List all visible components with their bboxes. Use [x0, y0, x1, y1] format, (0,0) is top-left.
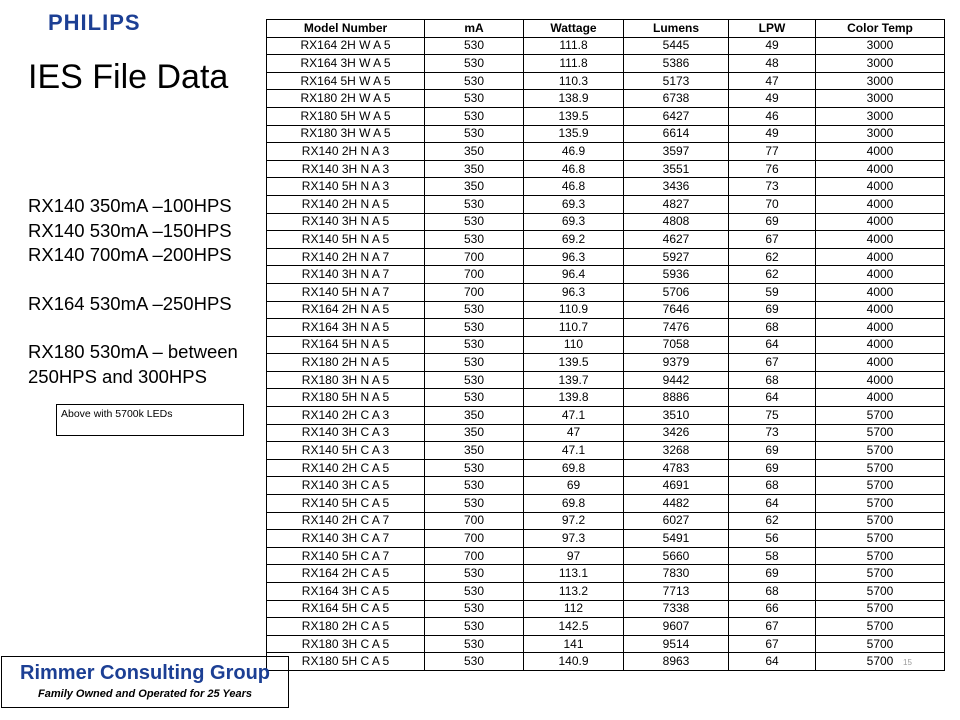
table-cell: 3436: [624, 178, 729, 196]
table-cell: 4000: [816, 283, 945, 301]
table-cell: 67: [729, 618, 816, 636]
table-cell: RX140 3H C A 3: [267, 424, 425, 442]
table-cell: 62: [729, 248, 816, 266]
table-row: [267, 600, 945, 618]
table-cell: 5700: [816, 653, 945, 671]
table-cell: 49: [729, 37, 816, 55]
table-cell: 96.4: [524, 266, 624, 284]
column-header: Lumens: [624, 20, 729, 38]
table-row: [267, 495, 945, 513]
table-cell: 5445: [624, 37, 729, 55]
table-cell: 530: [425, 90, 524, 108]
table-cell: 530: [425, 477, 524, 495]
table-cell: 4000: [816, 389, 945, 407]
table-cell: 7338: [624, 600, 729, 618]
table-cell: 5700: [816, 600, 945, 618]
table-cell: RX140 5H N A 7: [267, 283, 425, 301]
table-cell: 8963: [624, 653, 729, 671]
table-cell: RX180 2H W A 5: [267, 90, 425, 108]
table-cell: 530: [425, 389, 524, 407]
table-cell: 700: [425, 547, 524, 565]
table-cell: 530: [425, 37, 524, 55]
table-cell: 67: [729, 635, 816, 653]
table-row: [267, 530, 945, 548]
table-cell: 5700: [816, 442, 945, 460]
table-cell: RX140 3H N A 5: [267, 213, 425, 231]
table-cell: 4000: [816, 143, 945, 161]
table-cell: RX180 5H W A 5: [267, 107, 425, 125]
table-cell: 47: [729, 72, 816, 90]
table-cell: 9379: [624, 354, 729, 372]
table-cell: RX140 2H N A 5: [267, 195, 425, 213]
table-cell: 97.3: [524, 530, 624, 548]
table-cell: 141: [524, 635, 624, 653]
table-row: [267, 195, 945, 213]
table-cell: 113.2: [524, 583, 624, 601]
table-cell: 6738: [624, 90, 729, 108]
table-row: [267, 389, 945, 407]
table-cell: 5700: [816, 547, 945, 565]
table-cell: 69: [524, 477, 624, 495]
note-line: RX140 530mA –150HPS: [28, 219, 232, 241]
note-line: RX140 350mA –100HPS: [28, 195, 232, 216]
table-cell: RX140 5H C A 3: [267, 442, 425, 460]
table-cell: 138.9: [524, 90, 624, 108]
table-cell: 75: [729, 407, 816, 425]
table-row: [267, 55, 945, 73]
table-cell: 68: [729, 319, 816, 337]
table-cell: 3426: [624, 424, 729, 442]
table-cell: 4783: [624, 459, 729, 477]
table-cell: RX140 5H C A 7: [267, 547, 425, 565]
table-cell: 350: [425, 178, 524, 196]
table-cell: 56: [729, 530, 816, 548]
table-cell: 530: [425, 495, 524, 513]
table-row: [267, 547, 945, 565]
table-cell: 530: [425, 319, 524, 337]
table-header-row: [267, 20, 945, 38]
table-cell: 5700: [816, 495, 945, 513]
table-cell: 530: [425, 301, 524, 319]
table-cell: 350: [425, 442, 524, 460]
table-cell: RX140 5H C A 5: [267, 495, 425, 513]
table-cell: 530: [425, 635, 524, 653]
table-cell: 530: [425, 55, 524, 73]
notes-list: [28, 194, 238, 389]
table-cell: 69.8: [524, 495, 624, 513]
column-header: Model Number: [267, 20, 425, 38]
table-cell: 9442: [624, 371, 729, 389]
column-header: Wattage: [524, 20, 624, 38]
table-row: [267, 459, 945, 477]
table-cell: 350: [425, 160, 524, 178]
table-cell: 4000: [816, 178, 945, 196]
table-cell: 69: [729, 213, 816, 231]
table-cell: 4827: [624, 195, 729, 213]
note-line: RX140 700mA –200HPS: [28, 244, 232, 265]
table-cell: 5700: [816, 477, 945, 495]
table-cell: 3268: [624, 442, 729, 460]
table-cell: RX164 2H W A 5: [267, 37, 425, 55]
table-cell: RX140 3H C A 5: [267, 477, 425, 495]
table-cell: 3000: [816, 37, 945, 55]
table-cell: RX140 5H N A 5: [267, 231, 425, 249]
table-cell: 4000: [816, 319, 945, 337]
table-row: [267, 424, 945, 442]
table-cell: 112: [524, 600, 624, 618]
table-cell: RX140 5H N A 3: [267, 178, 425, 196]
column-header: mA: [425, 20, 524, 38]
table-cell: 110.9: [524, 301, 624, 319]
table-cell: 530: [425, 125, 524, 143]
table-cell: 67: [729, 354, 816, 372]
table-row: [267, 266, 945, 284]
table-cell: 7713: [624, 583, 729, 601]
table-row: [267, 618, 945, 636]
table-cell: 3000: [816, 107, 945, 125]
table-cell: RX180 3H N A 5: [267, 371, 425, 389]
table-cell: RX180 2H C A 5: [267, 618, 425, 636]
note-line: RX180 530mA – between: [28, 341, 238, 362]
table-cell: 5491: [624, 530, 729, 548]
table-cell: 5927: [624, 248, 729, 266]
table-cell: 110.7: [524, 319, 624, 337]
table-cell: 6614: [624, 125, 729, 143]
table-cell: 49: [729, 90, 816, 108]
table-cell: 113.1: [524, 565, 624, 583]
table-cell: 4000: [816, 248, 945, 266]
note-box: Above with 5700k LEDs: [56, 404, 244, 436]
table-cell: RX140 3H C A 7: [267, 530, 425, 548]
table-cell: 4000: [816, 160, 945, 178]
table-cell: 111.8: [524, 37, 624, 55]
table-cell: 73: [729, 178, 816, 196]
table-row: [267, 160, 945, 178]
table-cell: 135.9: [524, 125, 624, 143]
table-cell: 5700: [816, 424, 945, 442]
table-cell: RX180 5H N A 5: [267, 389, 425, 407]
table-cell: 139.8: [524, 389, 624, 407]
table-cell: 350: [425, 424, 524, 442]
table-cell: RX140 3H N A 3: [267, 160, 425, 178]
table-cell: 530: [425, 195, 524, 213]
table-cell: 4000: [816, 301, 945, 319]
table-cell: 64: [729, 336, 816, 354]
table-cell: 3510: [624, 407, 729, 425]
table-cell: 76: [729, 160, 816, 178]
table-cell: 530: [425, 231, 524, 249]
table-cell: 530: [425, 354, 524, 372]
table-cell: 140.9: [524, 653, 624, 671]
company-footer: [1, 656, 289, 708]
table-cell: 5173: [624, 72, 729, 90]
table-cell: 96.3: [524, 283, 624, 301]
table-cell: 3000: [816, 55, 945, 73]
table-cell: 530: [425, 600, 524, 618]
table-cell: 46.9: [524, 143, 624, 161]
table-row: [267, 248, 945, 266]
table-cell: 3000: [816, 72, 945, 90]
table-cell: RX140 3H N A 7: [267, 266, 425, 284]
table-body: [267, 37, 945, 670]
table-cell: 64: [729, 495, 816, 513]
table-cell: 139.5: [524, 107, 624, 125]
table-row: [267, 512, 945, 530]
table-cell: 5660: [624, 547, 729, 565]
table-cell: 68: [729, 477, 816, 495]
table-cell: 7830: [624, 565, 729, 583]
table-cell: 139.5: [524, 354, 624, 372]
table-cell: 73: [729, 424, 816, 442]
table-row: [267, 231, 945, 249]
table-cell: 9514: [624, 635, 729, 653]
table-cell: 69.3: [524, 213, 624, 231]
table-cell: 58: [729, 547, 816, 565]
table-cell: RX140 2H C A 5: [267, 459, 425, 477]
table-cell: 46.8: [524, 160, 624, 178]
table-row: [267, 178, 945, 196]
table-cell: 142.5: [524, 618, 624, 636]
table-cell: 5936: [624, 266, 729, 284]
table-cell: 69: [729, 565, 816, 583]
table-cell: 110.3: [524, 72, 624, 90]
table-cell: 5700: [816, 565, 945, 583]
philips-logo: PHILIPS: [48, 10, 141, 35]
table-cell: 4000: [816, 371, 945, 389]
company-tagline: Family Owned and Operated for 25 Years: [38, 688, 252, 700]
page-number: 15: [903, 658, 912, 667]
column-header: Color Temp: [816, 20, 945, 38]
table-cell: 69: [729, 459, 816, 477]
table-cell: 4000: [816, 336, 945, 354]
table-cell: 7646: [624, 301, 729, 319]
table-cell: RX140 2H N A 3: [267, 143, 425, 161]
table-cell: 350: [425, 407, 524, 425]
table-cell: 4000: [816, 195, 945, 213]
table-row: [267, 301, 945, 319]
table-row: [267, 354, 945, 372]
table-cell: RX180 2H N A 5: [267, 354, 425, 372]
table-row: [267, 583, 945, 601]
note-spacer: [28, 268, 238, 292]
table-cell: 47.1: [524, 407, 624, 425]
table-cell: 6027: [624, 512, 729, 530]
table-cell: 530: [425, 583, 524, 601]
table-row: [267, 336, 945, 354]
table-cell: 97: [524, 547, 624, 565]
table-cell: 47: [524, 424, 624, 442]
table-cell: 530: [425, 618, 524, 636]
table-cell: 5386: [624, 55, 729, 73]
table-row: [267, 319, 945, 337]
table-cell: RX164 2H C A 5: [267, 565, 425, 583]
table-cell: 96.3: [524, 248, 624, 266]
table-row: [267, 72, 945, 90]
table-cell: 3000: [816, 90, 945, 108]
table-cell: 46: [729, 107, 816, 125]
table-cell: 5700: [816, 530, 945, 548]
table-cell: RX164 3H N A 5: [267, 319, 425, 337]
table-cell: 4000: [816, 213, 945, 231]
company-name: Rimmer Consulting Group: [20, 662, 270, 684]
table-cell: 49: [729, 125, 816, 143]
table-cell: RX164 2H N A 5: [267, 301, 425, 319]
table-cell: RX164 3H W A 5: [267, 55, 425, 73]
table-cell: 9607: [624, 618, 729, 636]
table-cell: 5700: [816, 512, 945, 530]
table-row: [267, 442, 945, 460]
table-cell: RX140 2H N A 7: [267, 248, 425, 266]
table-cell: RX164 5H W A 5: [267, 72, 425, 90]
table-cell: 68: [729, 371, 816, 389]
table-cell: 111.8: [524, 55, 624, 73]
table-cell: RX180 5H C A 5: [267, 653, 425, 671]
table-cell: 700: [425, 266, 524, 284]
table-cell: 530: [425, 72, 524, 90]
table-cell: 530: [425, 459, 524, 477]
table-cell: 4000: [816, 266, 945, 284]
table-cell: 350: [425, 143, 524, 161]
table-cell: 6427: [624, 107, 729, 125]
table-row: [267, 371, 945, 389]
table-cell: 3597: [624, 143, 729, 161]
table-cell: 67: [729, 231, 816, 249]
table-cell: 69.3: [524, 195, 624, 213]
note-line: 250HPS and 300HPS: [28, 365, 207, 387]
note-line: RX164 530mA –250HPS: [28, 292, 232, 314]
table-row: [267, 37, 945, 55]
table-cell: 4627: [624, 231, 729, 249]
table-cell: 5700: [816, 407, 945, 425]
table-cell: RX164 5H C A 5: [267, 600, 425, 618]
table-cell: 530: [425, 213, 524, 231]
table-cell: 4000: [816, 231, 945, 249]
table-row: [267, 125, 945, 143]
table-cell: 8886: [624, 389, 729, 407]
table-cell: 7058: [624, 336, 729, 354]
table-row: [267, 653, 945, 671]
table-cell: 64: [729, 389, 816, 407]
table-cell: 77: [729, 143, 816, 161]
table-cell: 97.2: [524, 512, 624, 530]
table-cell: 4000: [816, 354, 945, 372]
table-row: [267, 407, 945, 425]
table-cell: 64: [729, 653, 816, 671]
table-row: [267, 477, 945, 495]
table-cell: 62: [729, 266, 816, 284]
table-cell: 5700: [816, 459, 945, 477]
table-row: [267, 90, 945, 108]
table-cell: 70: [729, 195, 816, 213]
note-spacer: [28, 316, 238, 340]
table-row: [267, 565, 945, 583]
table-cell: 5700: [816, 635, 945, 653]
table-row: [267, 213, 945, 231]
table-cell: 3000: [816, 125, 945, 143]
table-cell: 66: [729, 600, 816, 618]
ies-data-table: [266, 19, 945, 671]
table-cell: 48: [729, 55, 816, 73]
table-cell: 700: [425, 248, 524, 266]
table-cell: 700: [425, 283, 524, 301]
table-cell: 530: [425, 653, 524, 671]
table-cell: 47.1: [524, 442, 624, 460]
table-cell: 700: [425, 530, 524, 548]
table-cell: 5700: [816, 618, 945, 636]
column-header: LPW: [729, 20, 816, 38]
table-cell: RX164 5H N A 5: [267, 336, 425, 354]
table-row: [267, 107, 945, 125]
table-cell: 5706: [624, 283, 729, 301]
table-cell: 139.7: [524, 371, 624, 389]
table-row: [267, 283, 945, 301]
table-cell: 62: [729, 512, 816, 530]
table-cell: 530: [425, 107, 524, 125]
table-cell: 69: [729, 442, 816, 460]
table-cell: 5700: [816, 583, 945, 601]
table-row: [267, 635, 945, 653]
table-cell: 46.8: [524, 178, 624, 196]
table-cell: RX140 2H C A 3: [267, 407, 425, 425]
table-cell: 68: [729, 583, 816, 601]
table-cell: RX180 3H W A 5: [267, 125, 425, 143]
table-cell: RX180 3H C A 5: [267, 635, 425, 653]
table-cell: 530: [425, 371, 524, 389]
table-cell: RX140 2H C A 7: [267, 512, 425, 530]
table-cell: 530: [425, 565, 524, 583]
table-cell: 7476: [624, 319, 729, 337]
table-cell: 69.8: [524, 459, 624, 477]
table-cell: 4482: [624, 495, 729, 513]
table-cell: 3551: [624, 160, 729, 178]
table-row: [267, 143, 945, 161]
table-cell: 4691: [624, 477, 729, 495]
table-cell: 4808: [624, 213, 729, 231]
table-cell: 700: [425, 512, 524, 530]
table-cell: 69.2: [524, 231, 624, 249]
table-cell: RX164 3H C A 5: [267, 583, 425, 601]
table-cell: 69: [729, 301, 816, 319]
page-title: IES File Data: [28, 58, 229, 96]
table-cell: 530: [425, 336, 524, 354]
table-cell: 110: [524, 336, 624, 354]
table-cell: 59: [729, 283, 816, 301]
